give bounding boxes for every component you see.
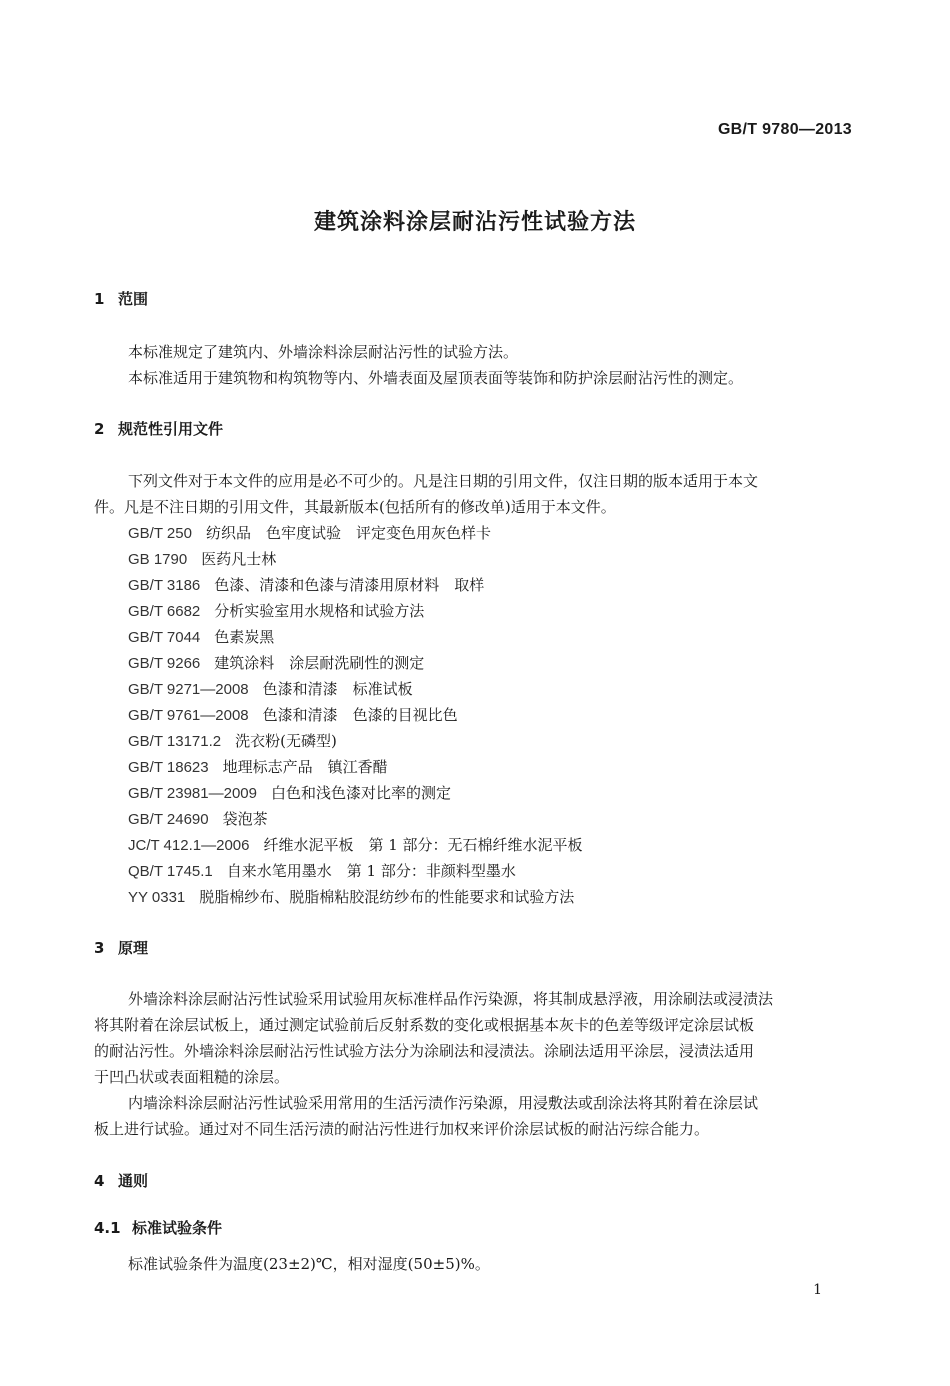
reference-code: GB/T 18623 [128,759,209,776]
reference-title: 色漆、清漆和色漆与清漆用原材料 取样 [214,576,485,594]
reference-title: 纤维水泥平板 第 1 部分：无石棉纤维水泥平板 [263,836,583,854]
reference-title: 地理标志产品 镇江香醋 [222,758,388,776]
reference-title: 脱脂棉纱布、脱脂棉粘胶混纺纱布的性能要求和试验方法 [199,888,575,906]
reference-item [128,598,583,624]
section-title: 通则 [118,1172,149,1190]
reference-item [128,702,583,728]
reference-item [128,676,583,702]
section-number: 3 [94,939,105,957]
paragraph-line: 外墙涂料涂层耐沾污性试验采用试验用灰标准样品作污染源，将其制成悬浮液，用涂刷法或浸渍法 [128,990,774,1008]
section-title: 原理 [118,939,149,957]
section-number: 2 [94,420,105,438]
reference-item [128,572,583,598]
section-title: 标准试验条件 [132,1219,223,1237]
reference-item [128,520,583,546]
reference-item [128,858,583,884]
reference-code: GB/T 9266 [128,655,201,672]
reference-code: GB/T 3186 [128,577,201,594]
normative-references-list [128,520,583,910]
reference-title: 袋泡茶 [222,810,268,828]
standard-code: GB/T 9780—2013 [717,121,852,138]
reference-title: 纺织品 色牢度试验 评定变色用灰色样卡 [205,524,491,542]
reference-code: QB/T 1745.1 [128,863,213,880]
reference-code: YY 0331 [128,889,186,906]
paragraph-line: 的耐沾污性。外墙涂料涂层耐沾污性试验方法分为涂刷法和浸渍法。涂刷法适用平涂层，浸渍法适用 [94,1042,755,1060]
reference-code: JC/T 412.1—2006 [128,837,250,854]
reference-title: 色素炭黑 [214,628,275,646]
reference-title: 建筑涂料 涂层耐洗刷性的测定 [214,654,425,672]
section-number: 1 [94,290,105,308]
section-1-heading [94,288,148,309]
reference-item [128,650,583,676]
reference-code: GB/T 23981—2009 [128,785,257,802]
reference-item [128,728,583,754]
reference-title: 洗衣粉(无磷型) [235,732,337,750]
section-3-paragraph-1 [94,986,856,1090]
section-title: 范围 [118,290,149,308]
reference-code: GB/T 9271—2008 [128,681,249,698]
section-number: 4 [94,1172,105,1190]
reference-code: GB/T 9761—2008 [128,707,249,724]
section-3-heading [94,937,148,958]
paragraph-line: 本标准适用于建筑物和构筑物等内、外墙表面及屋顶表面等装饰和防护涂层耐沾污性的测定。 [128,369,744,387]
reference-item [128,780,583,806]
section-4-1-heading [94,1217,222,1238]
reference-item [128,884,583,910]
reference-title: 分析实验室用水规格和试验方法 [214,602,425,620]
reference-code: GB 1790 [128,551,188,568]
section-title: 规范性引用文件 [118,420,224,438]
section-2-intro [94,468,856,520]
reference-code: GB/T 13171.2 [128,733,222,750]
reference-code: GB/T 24690 [128,811,209,828]
reference-item [128,624,583,650]
document-title: 建筑涂料涂层耐沾污性试验方法 [313,210,636,235]
reference-code: GB/T 6682 [128,603,201,620]
paragraph-line: 下列文件对于本文件的应用是必不可少的。凡是注日期的引用文件，仅注日期的版本适用于本文 [128,472,759,490]
paragraph-line: 件。凡是不注日期的引用文件，其最新版本(包括所有的修改单)适用于本文件。 [94,498,616,516]
paragraph-line: 板上进行试验。通过对不同生活污渍的耐沾污性进行加权来评价涂层试板的耐沾污综合能力。 [94,1120,710,1138]
reference-title: 自来水笔用墨水 第 1 部分：非颜料型墨水 [226,862,516,880]
paragraph-line: 将其附着在涂层试板上，通过测定试验前后反射系数的变化或根据基本灰卡的色差等级评定涂层试板 [94,1016,755,1034]
reference-item [128,832,583,858]
section-2-heading [94,418,223,439]
reference-item [128,806,583,832]
paragraph-line: 标准试验条件为温度(23±2)℃，相对湿度(50±5)%。 [128,1255,490,1273]
reference-title: 白色和浅色漆对比率的测定 [270,784,451,802]
reference-item [128,546,583,572]
reference-code: GB/T 250 [128,525,192,542]
reference-title: 医药凡士林 [201,550,277,568]
page-number: 1 [813,1282,822,1298]
reference-code: GB/T 7044 [128,629,201,646]
reference-item [128,754,583,780]
paragraph-line: 内墙涂料涂层耐沾污性试验采用常用的生活污渍作污染源，用浸敷法或刮涂法将其附着在涂层试 [128,1094,759,1112]
section-4-heading [94,1170,148,1191]
reference-title: 色漆和清漆 色漆的目视比色 [262,706,458,724]
section-3-paragraph-2 [94,1090,856,1142]
paragraph-line: 于凹凸状或表面粗糙的涂层。 [94,1068,290,1086]
reference-title: 色漆和清漆 标准试板 [262,680,413,698]
paragraph-line: 本标准规定了建筑内、外墙涂料涂层耐沾污性的试验方法。 [128,343,519,361]
section-4-1-body [94,1251,856,1277]
section-number: 4.1 [94,1219,121,1237]
section-1-body [94,339,856,391]
